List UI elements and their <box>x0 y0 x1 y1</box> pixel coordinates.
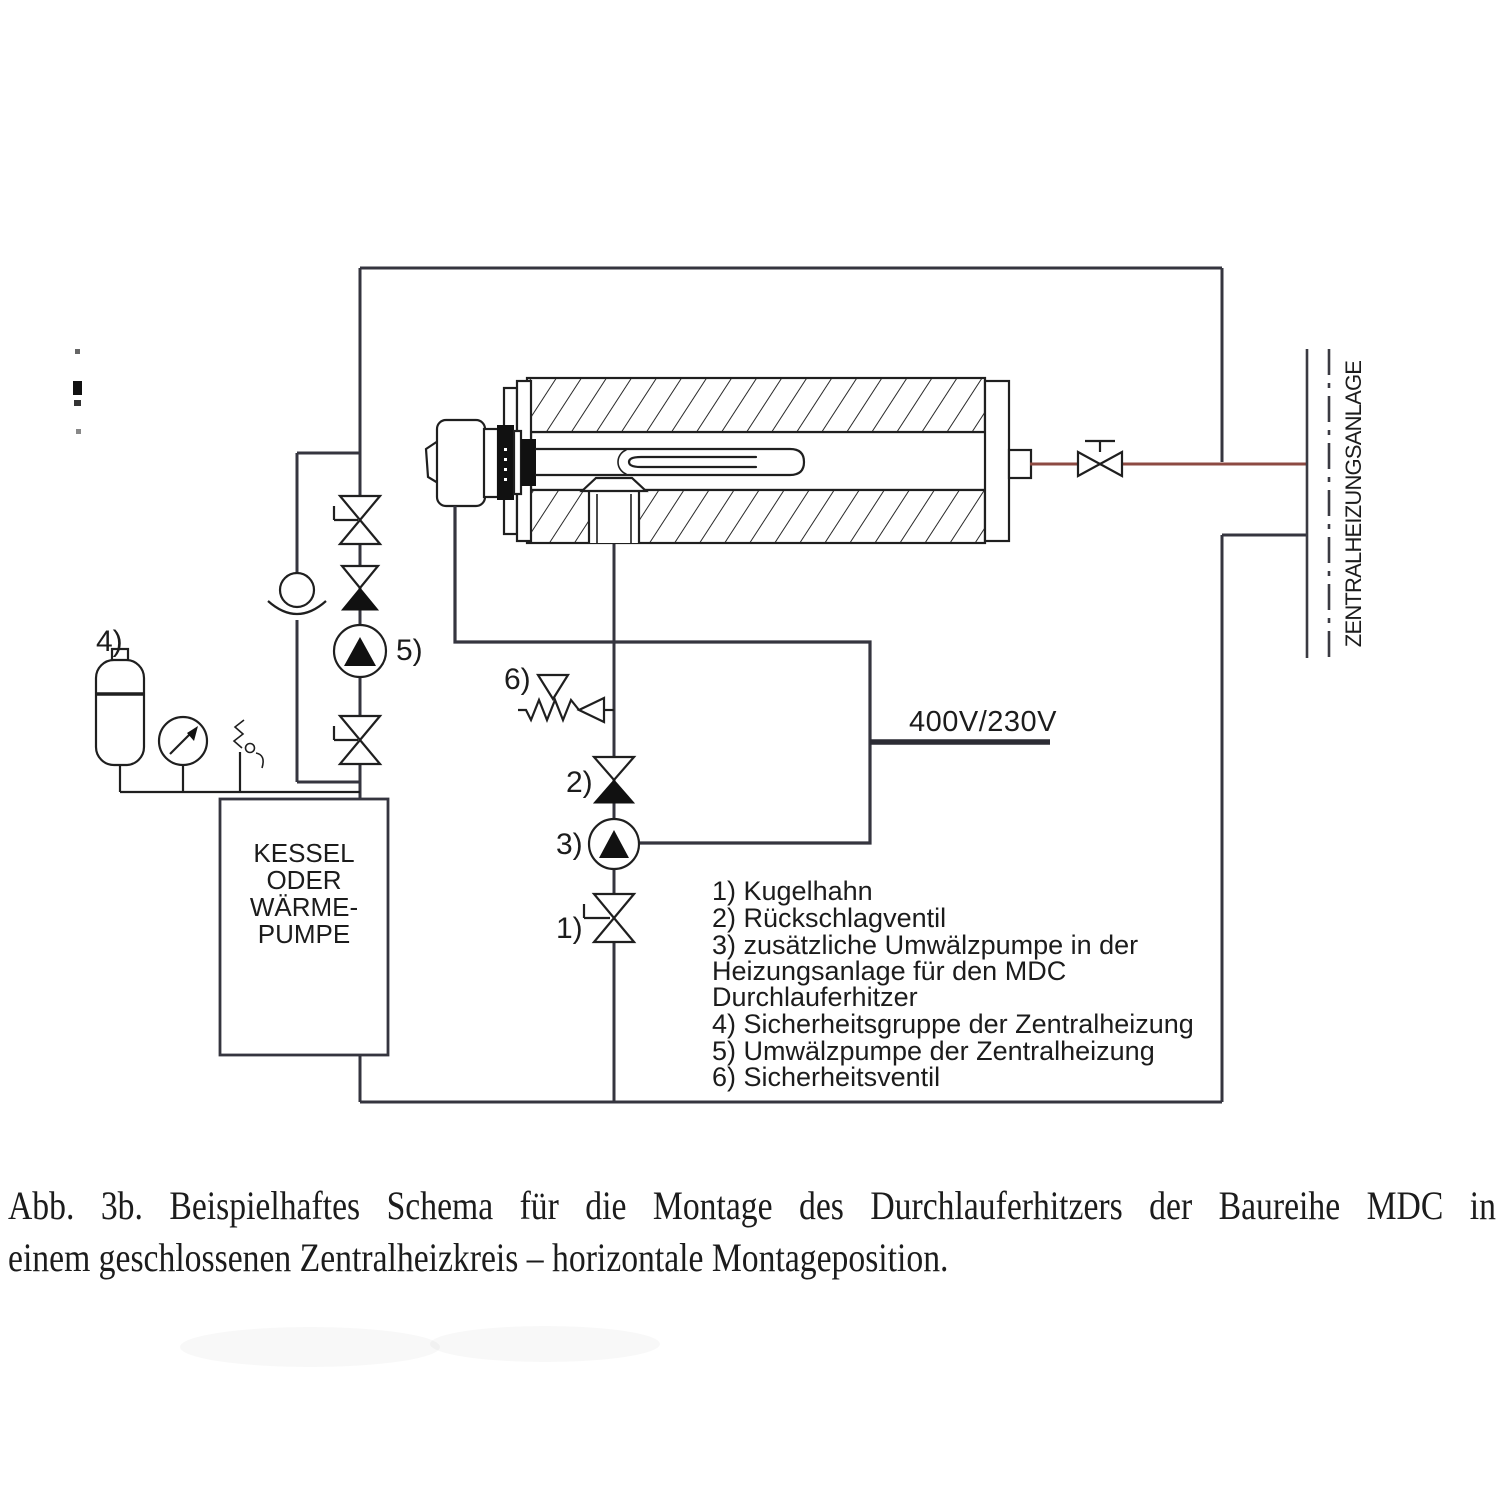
valve-triangle <box>594 757 634 780</box>
kessel-line: KESSEL <box>253 838 355 868</box>
left-riser-components <box>334 496 386 764</box>
expansion-vessel <box>96 660 144 765</box>
valve-spring <box>518 700 579 720</box>
legend-line: 3) zusätzliche Umwälzpumpe in der <box>712 930 1139 960</box>
pump-3 <box>589 819 639 869</box>
callout-1: 1) <box>556 912 583 945</box>
valve-triangle <box>594 894 634 918</box>
safety-valve-6 <box>518 675 614 722</box>
heater-inlet-port <box>582 478 646 543</box>
safety-group <box>96 649 360 792</box>
heater-outlet-port <box>1009 450 1031 478</box>
caption-line-1: Abb. 3b. Beispielhaftes Schema für die Montage des Durchlauferhitzers der Baureihe MDC in <box>8 1183 1496 1228</box>
check-valve-2 <box>594 757 634 803</box>
expansion-circle-symbol <box>268 573 326 614</box>
kessel-line: ODER <box>266 865 342 895</box>
head-dot <box>504 468 507 471</box>
head-cap <box>437 420 485 506</box>
legend-line: Heizungsanlage für den MDC <box>712 956 1067 986</box>
legend-line: Durchlauferhitzer <box>712 982 918 1012</box>
head-black-band <box>497 425 514 500</box>
circle-symbol <box>280 573 314 607</box>
head-terminal-block <box>521 439 536 486</box>
kessel-line: WÄRME- <box>249 892 359 922</box>
vent-float <box>246 744 255 753</box>
legend-line: 1) Kugelhahn <box>712 876 873 906</box>
valve-triangle-black <box>342 588 378 610</box>
air-vent-symbol <box>234 720 263 792</box>
vent-squiggle <box>234 720 244 748</box>
valve-triangle <box>342 566 378 588</box>
heater-casing-top <box>527 378 985 432</box>
voltage-label: 400V/230V <box>908 706 1058 738</box>
head-dot <box>504 448 507 451</box>
central-heating-label: ZENTRALHEIZUNGSANLAGE <box>1341 360 1366 648</box>
ball-valve-top <box>334 496 380 544</box>
valve-triangle <box>340 520 380 544</box>
head-neck <box>484 429 498 497</box>
head-dot <box>504 478 507 481</box>
valve-triangle <box>1078 452 1100 476</box>
callout-6: 6) <box>504 663 531 696</box>
callout-2: 2) <box>566 766 593 799</box>
right-flange <box>985 381 1009 541</box>
central-heating-boundary <box>1307 349 1366 661</box>
head-gasket <box>514 431 521 494</box>
caption-line-2: einem geschlossenen Zentralheizkreis – horizontale Montageposition. <box>8 1235 949 1280</box>
heater-unit <box>426 378 1031 543</box>
supply-line-group <box>1030 441 1307 476</box>
legend-line: 2) Rückschlagventil <box>712 903 947 933</box>
valve-triangle <box>594 918 634 942</box>
supply-valve <box>1078 441 1122 476</box>
valve-triangle <box>340 740 380 764</box>
legend-line: 4) Sicherheitsgruppe der Zentralheizung <box>712 1009 1194 1039</box>
kessel-line: PUMPE <box>257 919 351 949</box>
valve-triangle <box>340 716 380 740</box>
shutoff-valve-left <box>334 716 380 764</box>
valve-triangle <box>340 496 380 520</box>
valve-triangle <box>1100 452 1122 476</box>
valve-triangle-black <box>594 780 634 803</box>
valve-vent-triangle <box>538 675 568 699</box>
check-valve-left <box>342 566 378 610</box>
valve-triangle <box>579 698 604 722</box>
legend-line: 6) Sicherheitsventil <box>712 1062 941 1092</box>
pump-5 <box>334 625 386 677</box>
valve-handle <box>1085 441 1115 452</box>
callout-3: 3) <box>556 828 583 861</box>
callout-4: 4) <box>96 625 123 658</box>
figure-caption <box>8 1180 1496 1284</box>
head-dot <box>504 458 507 461</box>
vent-hook <box>256 753 263 768</box>
center-line-components <box>518 675 639 942</box>
kessel-box <box>220 799 388 1055</box>
legend <box>712 876 1194 1092</box>
heater-electric-head <box>426 420 536 506</box>
callout-5: 5) <box>396 634 423 667</box>
legend-line: 5) Umwälzpumpe der Zentralheizung <box>712 1036 1155 1066</box>
ball-valve-1 <box>584 894 634 942</box>
